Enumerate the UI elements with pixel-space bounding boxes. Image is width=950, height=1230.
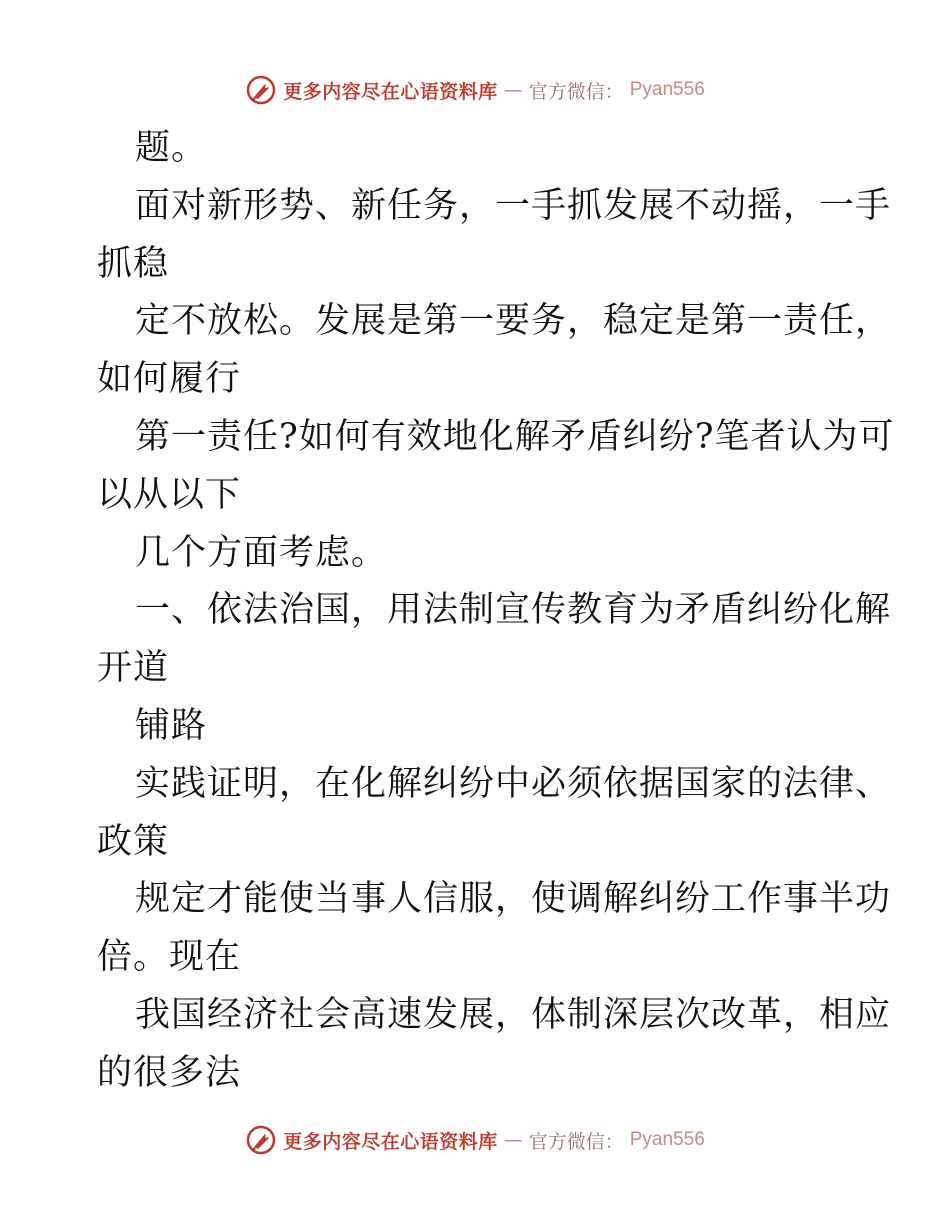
banner-separator: — xyxy=(503,1129,523,1151)
text-line: 以从以下 xyxy=(97,474,242,515)
text-line: 几个方面考虑。 xyxy=(135,532,388,573)
text-line: 的很多法 xyxy=(97,1052,242,1093)
text-line: 如何履行 xyxy=(97,359,242,400)
wechat-label: 官方微信： xyxy=(528,1130,624,1153)
text-line: 实践证明，在化解纠纷中必须依据国家的法律、 xyxy=(135,763,892,804)
text-line: 一、依法治国，用法制宣传教育为矛盾纠纷化解 xyxy=(135,590,892,631)
text-line: 面对新形势、新任务，一手抓发展不动摇，一手 xyxy=(135,185,892,226)
pen-nib-logo-icon xyxy=(245,1124,277,1156)
text-line: 第一责任?如何有效地化解矛盾纠纷?笔者认为可 xyxy=(135,416,895,457)
wechat-label: 官方微信： xyxy=(528,80,624,103)
text-line: 我国经济社会高速发展，体制深层次改革，相应 xyxy=(135,994,892,1035)
banner-separator: — xyxy=(503,79,523,101)
header-banner xyxy=(0,70,950,110)
text-line: 政策 xyxy=(97,821,170,862)
wechat-id: Pyan556 xyxy=(629,79,705,100)
text-line: 规定才能使当事人信服，使调解纠纷工作事半功 xyxy=(135,879,892,920)
wechat-id: Pyan556 xyxy=(629,1129,705,1150)
brand-text: 更多内容尽在心语资料库 xyxy=(283,1130,498,1153)
text-line: 题。 xyxy=(135,128,208,168)
text-line: 铺路 xyxy=(135,705,208,746)
text-line: 抓稳 xyxy=(97,243,170,284)
pen-nib-logo-icon xyxy=(245,74,277,106)
brand-text: 更多内容尽在心语资料库 xyxy=(283,80,498,103)
text-line: 定不放松。发展是第一要务，稳定是第一责任， xyxy=(135,301,892,342)
footer-banner xyxy=(0,1120,950,1160)
body-text xyxy=(97,120,895,1103)
text-line: 开道 xyxy=(97,648,170,689)
text-line: 倍。现在 xyxy=(97,937,242,978)
